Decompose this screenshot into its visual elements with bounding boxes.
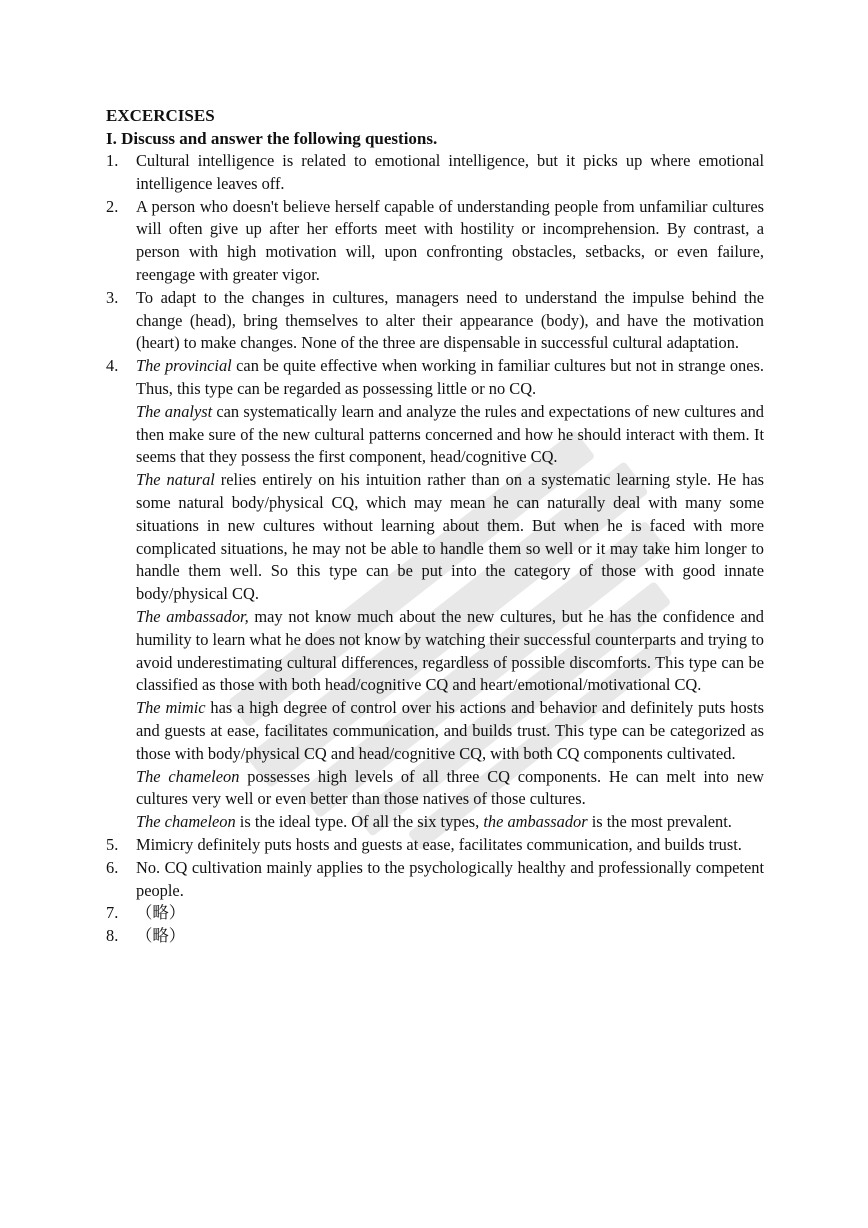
item-number: 3. [106, 287, 119, 307]
list-item [106, 834, 764, 857]
type-name: The mimic [136, 698, 206, 718]
section-title: I. Discuss and answer the following questions. [106, 129, 438, 148]
type-name: The ambassador, [136, 606, 249, 626]
type-name: The analyst [136, 401, 213, 421]
type-provincial-paragraph [136, 355, 764, 401]
item-number: 2. [106, 196, 119, 216]
item-number: 5. [106, 834, 119, 854]
type-description: has a high degree of control over his actions and behavior and definitely puts hosts and guests at ease, facilitates communication, and builds trust. This type can be categorized as those with body/physical CQ and head/cognitive CQ, with both CQ components cultivated. [136, 698, 764, 763]
type-name: The natural [136, 470, 215, 490]
summary-paragraph [136, 811, 764, 834]
item-text: Cultural intelligence is related to emotional intelligence, but it picks up where emotional intelligence leaves off. [136, 151, 764, 193]
list-item [106, 857, 764, 903]
item-text: No. CQ cultivation mainly applies to the psychologically healthy and professionally competent people. [136, 857, 764, 900]
list-item [106, 287, 764, 355]
item-number: 8. [106, 926, 119, 946]
type-name: the ambassador [483, 812, 588, 832]
summary-text: is the most prevalent. [587, 812, 732, 832]
list-item [106, 150, 764, 196]
item-text: （略） [136, 903, 186, 923]
question-list [106, 150, 764, 948]
type-mimic-paragraph [136, 697, 764, 765]
type-ambassador-paragraph [136, 606, 764, 697]
type-natural-paragraph [136, 469, 764, 606]
item-number: 4. [106, 356, 119, 376]
item-text: Mimicry definitely puts hosts and guests at ease, facilitates communication, and builds trust. [136, 834, 742, 854]
type-description: relies entirely on his intuition rather than on a systematic learning style. He has some natural body/physical CQ, which may mean he can naturally deal with many some situations in new cultures without learning about them. But when he is faced with more complicated situations, he may not be able to handle them so well or it may take him longer to handle them well. So this type can be put into the category of those with good innate body/physical CQ. [136, 470, 765, 604]
type-description: can be quite effective when working in familiar cultures but not in strange ones. Thus, this type can be regarded as possessing little or no CQ. [136, 356, 764, 398]
type-description: may not know much about the new cultures, but he has the confidence and humility to learn what he does not know by watching their successful counterparts and trying to avoid underestimating cultural differences, regardless of possible discomforts. This type can be classified as those with both head/cognitive CQ and heart/emotional/motivational CQ. [136, 606, 765, 695]
exercises-heading: EXCERCISES [106, 106, 215, 125]
list-item [106, 902, 764, 925]
list-item [106, 925, 764, 948]
item-text: To adapt to the changes in cultures, managers need to understand the impulse behind the change (head), bring themselves to alter their appearance (body), and have the motivation (heart) to make changes. None of the three are dispensable in successful cultural adaptation. [136, 287, 764, 353]
document-body [106, 104, 764, 948]
item-text: A person who doesn't believe herself capable of understanding people from unfamiliar cultures will often give up after her efforts meet with hostility or incomprehension. By contrast, a person with high motivation will, upon confronting obstacles, setbacks, or even failure, reengage with greater vigor. [136, 196, 764, 284]
type-description: can systematically learn and analyze the rules and expectations of new cultures and then make sure of the new cultural patterns concerned and how he should interact with them. It seems that they possess the first component, head/cognitive CQ. [136, 401, 764, 467]
summary-text: is the ideal type. Of all the six types, [235, 812, 484, 832]
type-name: The provincial [136, 356, 232, 376]
item-text: （略） [136, 926, 186, 946]
item-number: 7. [106, 903, 119, 923]
type-name: The chameleon [136, 812, 236, 832]
item-number: 1. [106, 151, 119, 170]
list-item [106, 355, 764, 834]
type-name: The chameleon [136, 766, 240, 786]
type-description: possesses high levels of all three CQ components. He can melt into new cultures very well or even better than those natives of those cultures. [136, 766, 765, 809]
list-item [106, 196, 764, 287]
type-analyst-paragraph [136, 401, 764, 469]
item-number: 6. [106, 857, 119, 877]
type-chameleon-paragraph [136, 766, 764, 812]
